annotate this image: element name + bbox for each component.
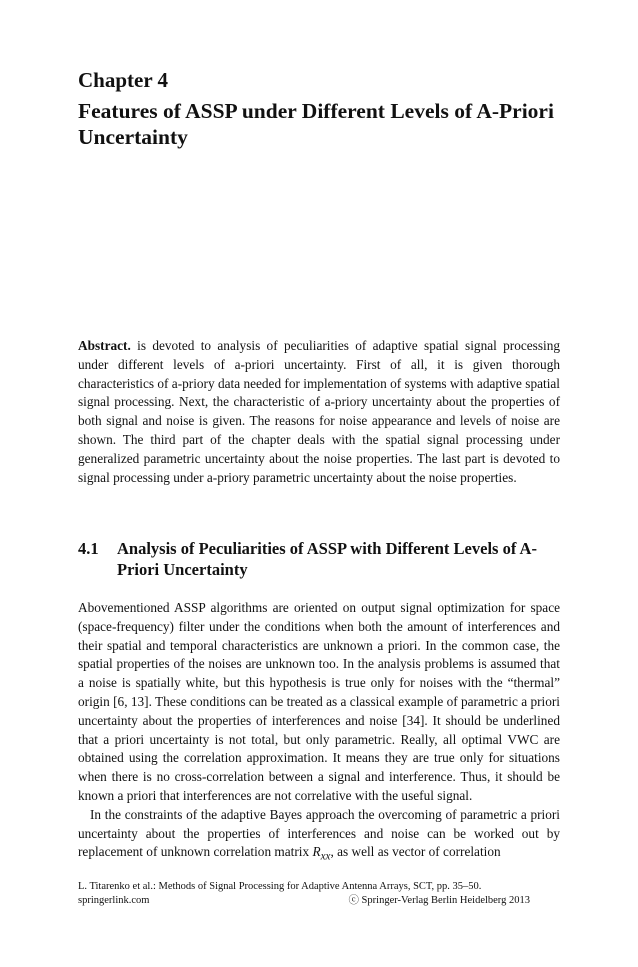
paragraph-2-end: , as well as vector of correlation <box>330 844 501 860</box>
abstract-text: is devoted to analysis of peculiarities of adaptive spatial signal processing under different levels of a-priori uncertainty. First of all, it is given thorough characteristics of a-priory data needed for implementation of systems with adaptive spatial signal processing. Next, the characteristic of a-priory uncertainty about the properties of both signal and noise is given. The reasons for noise appearance and levels of noise are shown. The third part of the chapter deals with the spatial signal processing under generalized parametric uncertainty about the noise properties. The last part is devoted to signal processing under a-priory parametric uncertainty about the noise properties. <box>78 338 560 485</box>
footer-copyright: ⓒ Springer-Verlag Berlin Heidelberg 2013 <box>348 895 530 906</box>
chapter-title: Features of ASSP under Different Levels of A-Priori Uncertainty <box>78 99 554 149</box>
footer-site: springerlink.com <box>78 895 150 906</box>
chapter-label: Chapter 4 <box>78 68 169 92</box>
paragraph-1: Abovementioned ASSP algorithms are oriented on output signal optimization for space (space-frequency) filter under the conditions when both the amount of interferences and their spatial and temporal characteristics are unknown a priori. In the common case, the spatial properties of the noises are unknown too. In the analysis problems is assumed that a noise is spatially white, but this hypothesis is true only for noises with the “thermal” origin [6, 13]. These conditions can be treated as a classical example of parametric a priori uncertainty about the properties of interferences and noise [34]. It should be underlined that a priori uncertainty is not total, but only parametric. Really, all optimal VWC are obtained using the correlation approximation. It means they are true only for situations when there is no cross-correlation between a signal and interference. Thus, it should be known a priori that interferences are not correlative with the useful signal. <box>78 600 560 803</box>
matrix-subscript: xx <box>320 851 331 864</box>
section-heading <box>78 538 560 580</box>
matrix-symbol: R <box>312 844 321 860</box>
paragraph-2 <box>78 806 560 867</box>
body-text <box>78 599 560 867</box>
section-number: 4.1 <box>78 539 99 558</box>
paragraph-2-start: In the constraints of the adaptive Bayes approach the overcoming of parametric a priori uncertainty about the properties of interferences and noise can be worked out by replacement of unknown correlation matrix <box>78 806 560 860</box>
footer-citation: L. Titarenko et al.: Methods of Signal Processing for Adaptive Antenna Arrays, SCT, pp. 35–50. <box>78 881 482 892</box>
abstract <box>78 337 560 487</box>
section-title: Analysis of Peculiarities of ASSP with Different Levels of A-Priori Uncertainty <box>117 539 537 579</box>
footer <box>78 880 530 908</box>
abstract-label: Abstract. <box>78 338 131 353</box>
